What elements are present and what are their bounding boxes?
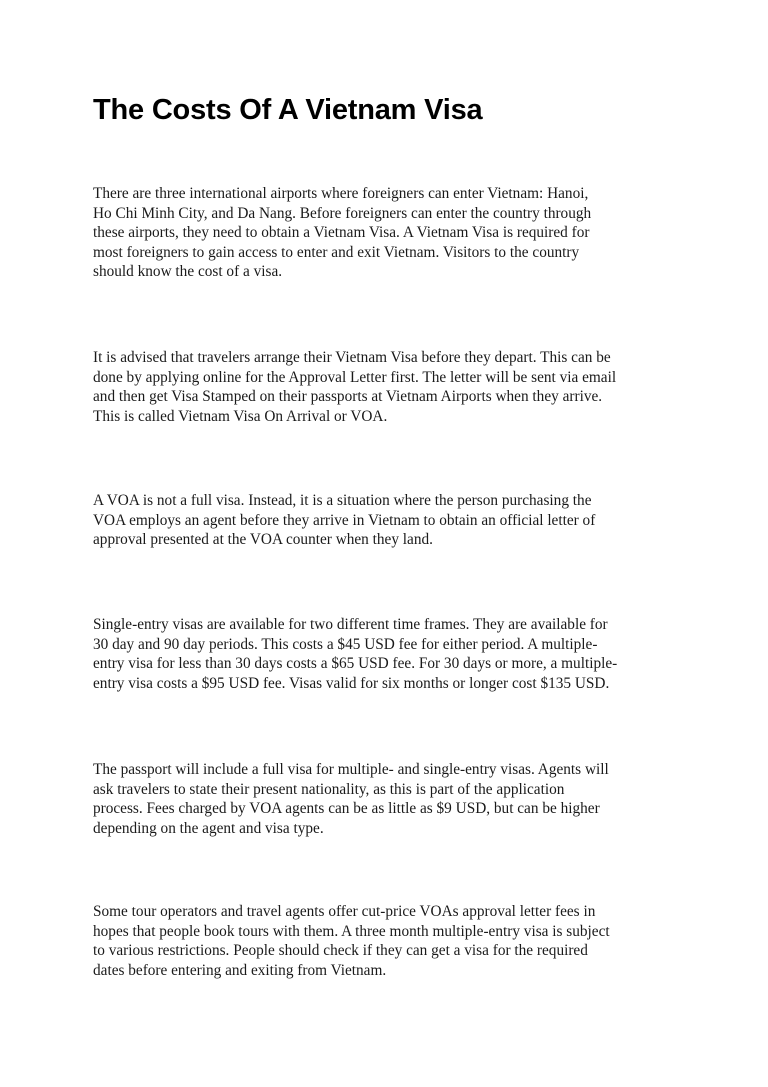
paragraph-line: depending on the agent and visa type. xyxy=(93,819,324,837)
paragraph-line: This is called Vietnam Visa On Arrival or VOA. xyxy=(93,407,388,425)
paragraph-line: entry visa costs a $95 USD fee. Visas valid for six months or longer cost $135 USD. xyxy=(93,674,610,692)
paragraph-line: to various restrictions. People should check if they can get a visa for the required xyxy=(93,942,588,960)
paragraph-line: ask travelers to state their present nationality, as this is part of the application xyxy=(93,780,565,798)
paragraph-arrange-visa xyxy=(93,348,683,426)
paragraph-line: done by applying online for the Approval Letter first. The letter will be sent via email xyxy=(93,368,617,386)
paragraph-line: Ho Chi Minh City, and Da Nang. Before foreigners can enter the country through xyxy=(93,204,592,222)
paragraph-tour-operators xyxy=(93,902,683,980)
paragraph-line: Some tour operators and travel agents offer cut-price VOAs approval letter fees in xyxy=(93,903,596,920)
paragraph-visa-fees xyxy=(93,615,683,693)
paragraph-passport-agents xyxy=(93,760,683,838)
paragraph-line: most foreigners to gain access to enter and exit Vietnam. Visitors to the country xyxy=(93,243,580,261)
paragraph-line: Single-entry visas are available for two different time frames. They are available for xyxy=(93,616,608,633)
page-title: The Costs Of A Vietnam Visa xyxy=(93,94,483,126)
paragraph-line: A VOA is not a full visa. Instead, it is a situation where the person purchasing the xyxy=(93,492,592,509)
paragraph-line: entry visa for less than 30 days costs a $65 USD fee. For 30 days or more, a multiple- xyxy=(93,655,618,673)
paragraph-line: and then get Visa Stamped on their passports at Vietnam Airports when they arrive. xyxy=(93,388,603,406)
paragraph-line: should know the cost of a visa. xyxy=(93,263,283,281)
paragraph-line: dates before entering and exiting from Vietnam. xyxy=(93,961,387,979)
paragraph-line: It is advised that travelers arrange their Vietnam Visa before they depart. This can be xyxy=(93,349,611,366)
paragraph-line: The passport will include a full visa for multiple- and single-entry visas. Agents will xyxy=(93,761,609,778)
paragraph-line: approval presented at the VOA counter when they land. xyxy=(93,531,433,549)
paragraph-line: hopes that people book tours with them. A three month multiple-entry visa is subject xyxy=(93,922,610,940)
paragraph-airports xyxy=(93,184,683,282)
paragraph-line: VOA employs an agent before they arrive in Vietnam to obtain an official letter of xyxy=(93,511,596,529)
paragraph-voa-definition xyxy=(93,491,683,550)
paragraph-line: these airports, they need to obtain a Vietnam Visa. A Vietnam Visa is required for xyxy=(93,224,590,242)
paragraph-line: process. Fees charged by VOA agents can be as little as $9 USD, but can be higher xyxy=(93,800,600,818)
paragraph-line: 30 day and 90 day periods. This costs a $45 USD fee for either period. A multiple- xyxy=(93,635,598,653)
paragraph-line: There are three international airports where foreigners can enter Vietnam: Hanoi, xyxy=(93,185,589,202)
